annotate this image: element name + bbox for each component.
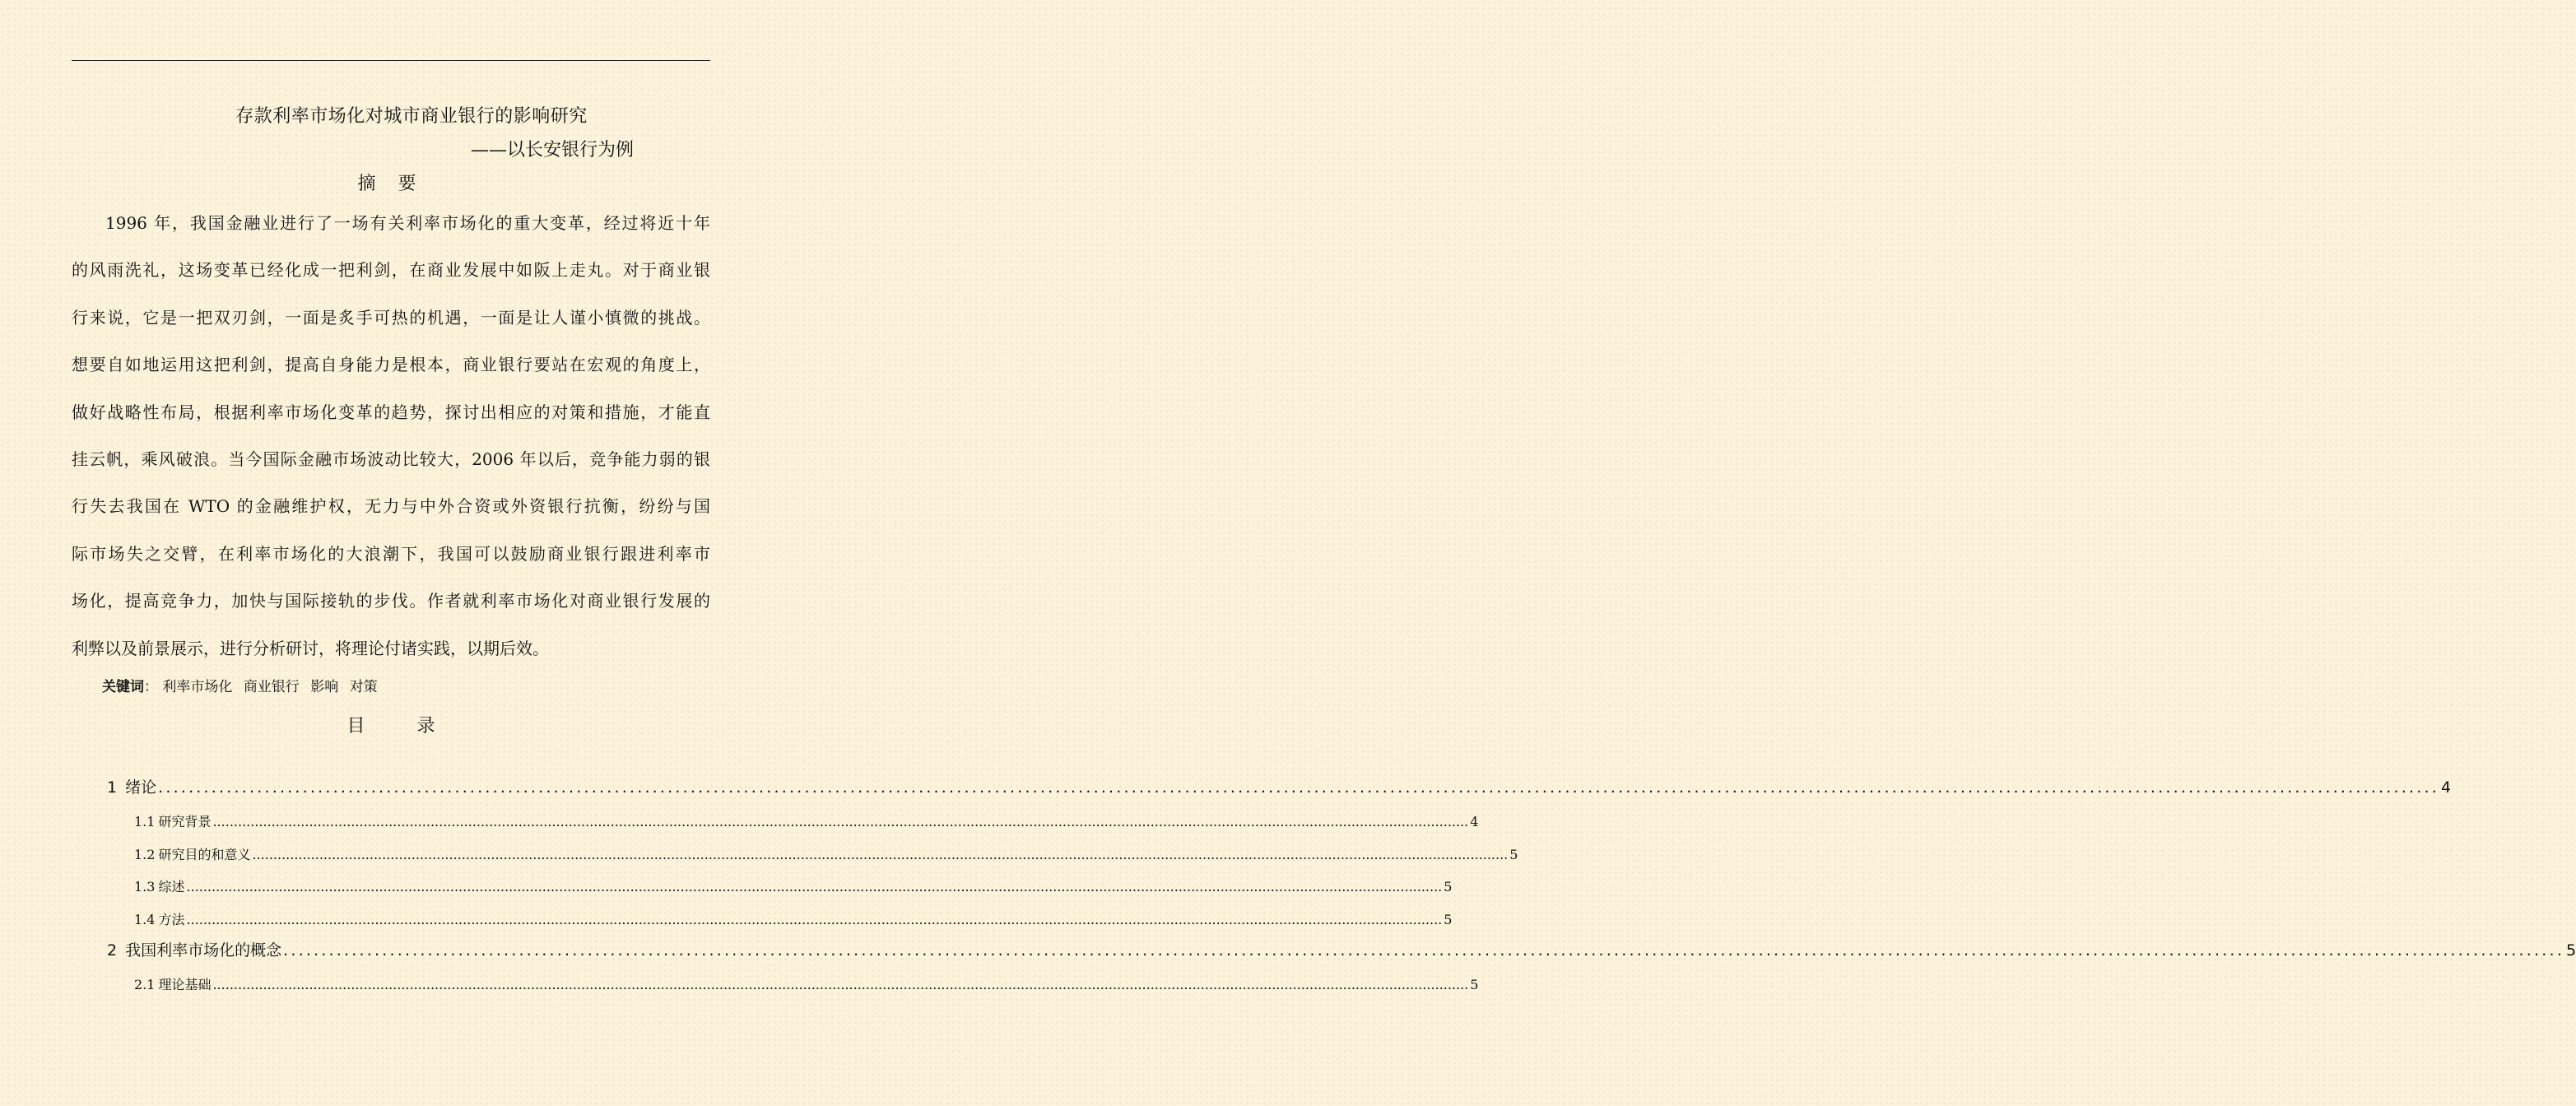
keywords-line	[102, 675, 384, 695]
toc-entry-page: 5	[1509, 847, 1518, 862]
toc-entry[interactable]	[134, 876, 1453, 895]
toc-entry[interactable]	[134, 909, 1453, 928]
abstract-line: 挂云帆，乘风破浪。当今国际金融市场波动比较大，2006 年以后，竞争能力弱的银	[72, 449, 710, 470]
abstract-line: 行来说，它是一把双刃剑，一面是炙手可热的机遇，一面是让人谨小慎微的挑战。	[72, 307, 710, 328]
abstract-line: 场化，提高竞争力，加快与国际接轨的步伐。作者就利率市场化对商业银行发展的	[72, 591, 710, 611]
toc-entry[interactable]	[134, 811, 1479, 830]
toc-entry-title: 我国利率市场化的概念	[125, 941, 282, 960]
toc-leader-dots: ............................................................................................................................................................................................................................................................................................................	[283, 941, 2564, 960]
abstract-line: 的风雨洗礼，这场变革已经化成一把利剑，在商业发展中如阪上走丸。对于商业银	[72, 260, 710, 281]
keywords-separator: ：	[144, 679, 158, 695]
toc-entry[interactable]	[134, 844, 1518, 863]
abstract-heading: 摘 要	[357, 174, 425, 194]
toc-entry-title: 方法	[158, 912, 185, 927]
abstract-line: 行失去我国在 WTO 的金融维护权，无力与中外合资或外资银行抗衡，纷纷与国	[72, 496, 710, 517]
toc-entry[interactable]	[107, 938, 2576, 960]
toc-entry-title: 综述	[158, 879, 185, 895]
paper-title: 存款利率市场化对城市商业银行的影响研究	[235, 106, 588, 127]
abstract-line: 1996 年，我国金融业进行了一场有关利率市场化的重大变革，经过将近十年	[105, 213, 710, 233]
toc-entry[interactable]	[107, 775, 2452, 797]
toc-heading: 目 录	[346, 716, 458, 737]
toc-entry-page: 4	[2440, 778, 2452, 797]
keywords-label: 关键词	[102, 679, 144, 695]
toc-leader-dots: ............................................................................................................................................................................................................................................................................................................	[186, 879, 1443, 895]
toc-entry-number: 1.2	[134, 847, 156, 862]
abstract-line: 际市场失之交臂，在利率市场化的大浪潮下，我国可以鼓励商业银行跟进利率市	[72, 543, 710, 564]
keyword: 对策	[349, 679, 378, 695]
abstract-line: 想要自如地运用这把利剑，提高自身能力是根本，商业银行要站在宏观的角度上，	[72, 355, 710, 375]
toc-entry-title: 理论基础	[158, 977, 212, 992]
paper-subtitle: ——以长安银行为例	[471, 140, 635, 160]
toc-entry-number: 2	[107, 941, 118, 960]
keyword: 影响	[310, 679, 339, 695]
toc-entry-number: 2.1	[134, 977, 156, 992]
toc-entry-number: 1.3	[134, 879, 156, 895]
abstract-line: 利弊以及前景展示，进行分析研讨，将理论付诸实践，以期后效。	[72, 638, 549, 658]
toc-entry-page: 4	[1470, 814, 1479, 830]
keyword: 商业银行	[243, 679, 300, 695]
toc-leader-dots: ............................................................................................................................................................................................................................................................................................................	[158, 778, 2439, 797]
toc-leader-dots: ............................................................................................................................................................................................................................................................................................................	[212, 814, 1469, 830]
header-rule	[72, 60, 710, 61]
abstract-body	[72, 200, 710, 672]
toc-entry[interactable]	[134, 974, 1479, 993]
toc-entry-page: 5	[1444, 912, 1453, 927]
toc-leader-dots: ............................................................................................................................................................................................................................................................................................................	[212, 977, 1469, 992]
toc-entry-title: 研究背景	[158, 814, 212, 830]
toc-entry-page: 5	[1444, 879, 1453, 895]
toc-entry-page: 5	[2565, 941, 2576, 960]
keyword: 利率市场化	[162, 679, 233, 695]
toc-leader-dots: ............................................................................................................................................................................................................................................................................................................	[252, 847, 1509, 862]
toc-entry-number: 1	[107, 778, 118, 797]
toc-leader-dots: ............................................................................................................................................................................................................................................................................................................	[186, 912, 1443, 927]
toc-entry-number: 1.1	[134, 814, 156, 830]
toc-entry-title: 绪论	[125, 778, 157, 797]
toc-entry-title: 研究目的和意义	[158, 847, 251, 862]
toc-entry-number: 1.4	[134, 912, 156, 927]
toc-entry-page: 5	[1470, 977, 1479, 992]
abstract-line: 做好战略性布局，根据利率市场化变革的趋势，探讨出相应的对策和措施，才能直	[72, 402, 710, 422]
